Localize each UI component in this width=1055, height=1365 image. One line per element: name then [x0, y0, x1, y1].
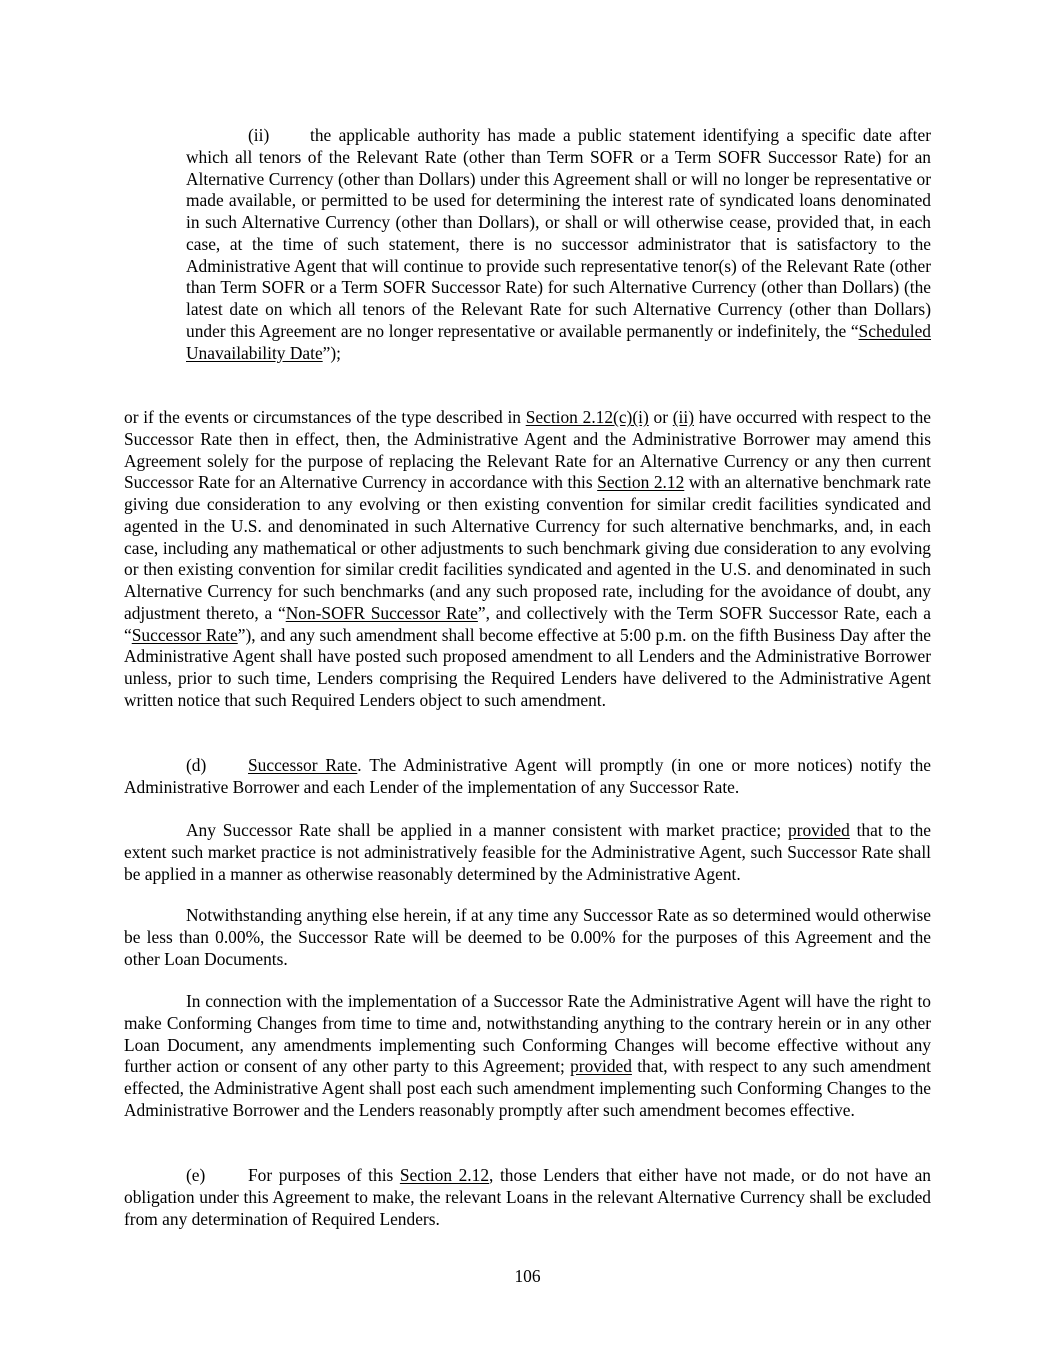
paragraph-text: In connection with the implementation of a Successor Rate the Administrative Agent will have the right to make Conforming Changes from time to time and, notwithstanding anything to the contrary herein or in any other Loan Document, any amendments implementing such Conforming Changes will become effective without any further action or consent of any other party to this Agreement; [124, 991, 931, 1077]
defined-term: Non-SOFR Successor Rate [285, 602, 478, 623]
paragraph-text: or if the events or circumstances of the type described in [124, 407, 526, 427]
zero-floor-paragraph [124, 905, 931, 970]
clause-number: (d) [186, 755, 207, 775]
paragraph-text: with an alternative benchmark rate giving due consideration to any evolving or then existing convention for similar credit facilities syndicated and agented in the U.S. and denominated in such Alternative Currency for such alternative benchmarks, and, in each case, including any mathematical or other adjustments to such benchmark giving due consideration to any evolving or then existing convention for similar credit facilities syndicated and agented in the U.S. and denominated in such Alternative Currency for such benchmarks (and any such proposed rate, including for the avoidance of doubt, any adjustment thereto, a “ [124, 472, 931, 623]
defined-term: Successor Rate [131, 624, 238, 645]
section-reference: Section 2.12 [597, 472, 685, 493]
clause-d-paragraph [124, 755, 931, 799]
clause-text: . The Administrative Agent will promptly (in one or more notices) notify the Administrative Borrower and each Lender of the implementation of any Successor Rate. [124, 755, 932, 797]
clause-number: (ii) [248, 125, 270, 145]
market-practice-paragraph [124, 820, 931, 885]
paragraph-text: that to the extent such market practice is not administratively feasible for the Administrative Agent, such Successor Rate shall be applied in a manner as otherwise reasonably determined by the Administrative Agent. [124, 820, 931, 884]
provided-term: provided [570, 1056, 632, 1077]
clause-text: the applicable authority has made a public statement identifying a specific date after which all tenors of the Relevant Rate (other than Term SOFR or a Term SOFR Successor Rate) for an Alternative Currency (other than Dollars) under this Agreement shall or will no longer be representative or made available, or permitted to be used for determining the interest rate of syndicated loans denominated in such Alternative Currency (other than Dollars), or shall or will otherwise cease, provided that, in each case, at the time of such statement, there is no successor administrator that is satisfactory to the Administrative Agent that will continue to provide such representative tenor(s) of the Relevant Rate (other than Term SOFR or a Term SOFR Successor Rate) for such Alternative Currency (other than Dollars) (the latest date on which all tenors of the Relevant Rate for such Alternative Currency (other than Dollars) under this Agreement are no longer representative or available permanently or indefinitely, the “ [186, 125, 931, 341]
paragraph-text: have occurred with respect to the Successor Rate then in effect, then, the Administrative Agent and the Administrative Borrower may amend this Agreement solely for the purpose of replacing the Relevant Rate for an Alternative Currency or any then current Successor Rate for an Alternative Currency in accordance with this [124, 407, 932, 493]
successor-rate-amendment-paragraph [124, 407, 931, 712]
clause-text: For purposes of this [248, 1165, 400, 1185]
section-reference: Section 2.12 [399, 1165, 490, 1185]
conforming-changes-paragraph [124, 991, 931, 1122]
section-reference: (ii) [672, 407, 694, 427]
clause-e-paragraph [124, 1165, 931, 1230]
clause-heading: Successor Rate [248, 755, 358, 775]
paragraph-text: Notwithstanding anything else herein, if at any time any Successor Rate as so determined would otherwise be less than 0.00%, the Successor Rate will be deemed to be 0.00% for the purposes of this Agreement and the other Loan Documents. [124, 905, 931, 969]
defined-term: Scheduled Unavailability Date [186, 320, 931, 363]
provided-term: provided [787, 820, 850, 840]
paragraph-text: that, with respect to any such amendment effected, the Administrative Agent shall post each such amendment implementing such Conforming Changes to the Administrative Borrower and the Lenders reasonably promptly after such amendment becomes effective. [124, 1056, 931, 1120]
paragraph-text: ”, and collectively with the Term SOFR Successor Rate, each a “ [124, 602, 931, 645]
paragraph-text: ”), and any such amendment shall become effective at 5:00 p.m. on the fifth Business Day after the Administrative Agent shall have posted such proposed amendment to all Lenders and the Administrative Borrower unless, prior to such time, Lenders comprising the Required Lenders have delivered to the Administrative Agent written notice that such Required Lenders object to such amendment. [124, 624, 931, 710]
paragraph-text: or [648, 407, 673, 427]
clause-number: (e) [186, 1165, 206, 1185]
clause-text: , those Lenders that either have not made, or do not have an obligation under this Agreement to make, the relevant Loans in the relevant Alternative Currency shall be excluded from any determination of Required Lenders. [124, 1165, 931, 1229]
section-reference: Section 2.12(c)(i) [525, 407, 649, 427]
clause-ii-paragraph [186, 125, 931, 364]
clause-text: ”); [322, 342, 342, 363]
paragraph-text: Any Successor Rate shall be applied in a manner consistent with market practice; [186, 820, 788, 840]
page-number: 106 [514, 1266, 541, 1286]
